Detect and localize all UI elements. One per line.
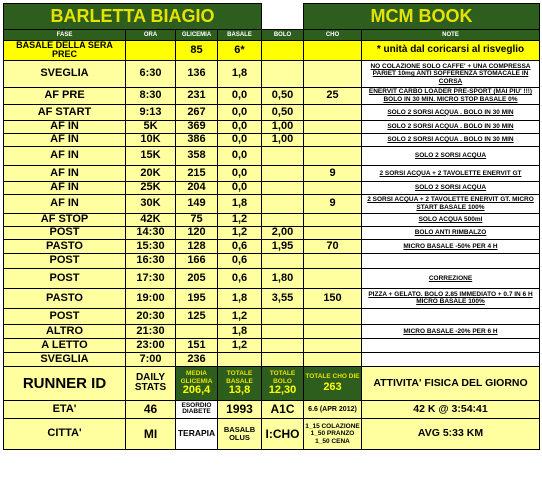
cell-cho — [304, 104, 362, 120]
esordio-value: 1993 — [218, 400, 262, 418]
note-line: SOLO 2 SORSI ACQUA . BOLO IN 30 MIN — [387, 123, 514, 131]
cell-basale: 1,8 — [218, 194, 262, 213]
cell-fase: A LETTO — [4, 338, 126, 352]
daily-stats-label: DAILY STATS — [126, 366, 176, 400]
cell-cho — [304, 268, 362, 288]
media-glicemia-label: MEDIA GLICEMIA — [180, 370, 213, 385]
note-line: MICRO BASALE 100% — [416, 298, 485, 306]
col-header-glicemia: GLICEMIA — [176, 30, 218, 41]
cell-ora: 19:00 — [126, 288, 176, 308]
col-header-ora: ORA — [126, 30, 176, 41]
cell-cho: 150 — [304, 288, 362, 308]
note-line: SOLO 2 SORSI ACQUA — [414, 152, 487, 160]
table-row — [4, 288, 540, 308]
cell-bolo: 1,95 — [262, 239, 304, 253]
col-header-cho: CHO — [304, 30, 362, 41]
totale-bolo-label: TOTALE BOLO — [269, 370, 296, 385]
cell-ora: 25K — [126, 181, 176, 194]
table-row — [4, 181, 540, 194]
cell-cho — [304, 253, 362, 268]
cell-ora: 15:30 — [126, 239, 176, 253]
cell-glicemia: 151 — [176, 338, 218, 352]
cell-ora: 21:30 — [126, 324, 176, 338]
cell-glicemia: 128 — [176, 239, 218, 253]
table-row — [4, 165, 540, 181]
icho-line: 1_50 CENA — [315, 437, 350, 445]
cell-ora: 20:30 — [126, 308, 176, 324]
table-row — [4, 239, 540, 253]
icho-label: I:CHO — [262, 418, 304, 449]
table-row — [4, 104, 540, 120]
table-row — [4, 133, 540, 146]
athlete-name-title: BARLETTA BIAGIO — [4, 4, 262, 30]
cell-basale: 1,2 — [218, 213, 262, 226]
cell-bolo: 1,00 — [262, 133, 304, 146]
cell-glicemia: 215 — [176, 165, 218, 181]
cell-ora: 7:00 — [126, 352, 176, 366]
cell-bolo — [262, 253, 304, 268]
citta-label: CITTA' — [4, 418, 126, 449]
cell-ora: 42K — [126, 213, 176, 226]
cell-glicemia: 236 — [176, 352, 218, 366]
cell-cho — [304, 133, 362, 146]
cell-basale: 1,2 — [218, 308, 262, 324]
note-line: MICRO BASALE -50% PER 4 H — [403, 242, 498, 250]
icho-values — [304, 418, 362, 449]
cell-cho — [304, 181, 362, 194]
cell-note — [362, 239, 540, 253]
title-gap — [262, 4, 304, 30]
cell-glicemia: 205 — [176, 268, 218, 288]
cell-glicemia: 369 — [176, 120, 218, 133]
cell-ora: 16:30 — [126, 253, 176, 268]
cell-glicemia: 267 — [176, 104, 218, 120]
cell-bolo — [262, 60, 304, 87]
totale-basale-label: TOTALE BASALE — [226, 370, 253, 385]
table-row — [4, 253, 540, 268]
cell-fase: PASTO — [4, 288, 126, 308]
cell-basale: 0,6 — [218, 239, 262, 253]
basale-sera-glicemia: 85 — [176, 41, 218, 61]
table-row — [4, 338, 540, 352]
cell-fase: AF IN — [4, 133, 126, 146]
cell-fase: SVEGLIA — [4, 60, 126, 87]
cell-fase: AF IN — [4, 120, 126, 133]
cell-bolo — [262, 308, 304, 324]
eta-value: 46 — [126, 400, 176, 418]
cell-note — [362, 226, 540, 239]
cell-bolo: 0,50 — [262, 87, 304, 104]
cell-glicemia: 231 — [176, 87, 218, 104]
cell-ora: 10K — [126, 133, 176, 146]
cell-glicemia — [176, 324, 218, 338]
cell-note — [362, 104, 540, 120]
col-header-note: NOTE — [362, 30, 540, 41]
basale-sera-label: BASALE DELLA SERA PREC — [4, 41, 126, 61]
totale-bolo-cell — [262, 366, 304, 400]
table-row — [4, 308, 540, 324]
cell-glicemia: 75 — [176, 213, 218, 226]
attivita-fisica-label: ATTIVITA' FISICA DEL GIORNO — [362, 366, 540, 400]
cell-ora: 9:13 — [126, 104, 176, 120]
cell-ora: 30K — [126, 194, 176, 213]
cell-note — [362, 352, 540, 366]
cell-bolo — [262, 352, 304, 366]
cell-basale: 0,0 — [218, 181, 262, 194]
totale-cho-cell — [304, 366, 362, 400]
cell-bolo — [262, 165, 304, 181]
cell-cho — [304, 213, 362, 226]
cell-cho — [304, 120, 362, 133]
cell-fase: AF IN — [4, 165, 126, 181]
cell-ora: 20K — [126, 165, 176, 181]
cell-fase: ALTRO — [4, 324, 126, 338]
cell-note — [362, 165, 540, 181]
icho-line: 1_50 PRANZO — [310, 430, 355, 438]
cell-ora: 23:00 — [126, 338, 176, 352]
cell-bolo: 1,00 — [262, 120, 304, 133]
note-line: BOLO IN 30 MIN. MICRO STOP BASALE 0% — [383, 95, 518, 103]
cell-basale: 1,2 — [218, 338, 262, 352]
cell-basale: 1,8 — [218, 60, 262, 87]
cell-note — [362, 308, 540, 324]
avg-pace: AVG 5:33 KM — [362, 418, 540, 449]
cell-ora: 17:30 — [126, 268, 176, 288]
cell-cho — [304, 226, 362, 239]
cell-glicemia: 125 — [176, 308, 218, 324]
note-line: ENERVIT CARBO LOADER PRE-SPORT (MAI PIU' !!!) — [368, 88, 533, 96]
cell-bolo — [262, 181, 304, 194]
cell-note — [362, 60, 540, 87]
note-line: PIZZA + GELATO. BOLO 2.85 IMMEDIATO + 0.7 IN 6 H — [368, 290, 533, 298]
note-line: MICRO BASALE -20% PER 6 H — [403, 327, 498, 335]
note-line: BOLO ANTI RIMBALZO — [414, 229, 487, 237]
cell-note — [362, 87, 540, 104]
cell-bolo: 0,50 — [262, 104, 304, 120]
note-line: CORREZIONE — [428, 274, 473, 282]
cell-bolo — [262, 194, 304, 213]
cell-basale — [218, 352, 262, 366]
table-row — [4, 194, 540, 213]
table-row — [4, 324, 540, 338]
a1c-value: 6.6 (APR 2012) — [304, 400, 362, 418]
basale-sera-bolo — [262, 41, 304, 61]
cell-ora: 5K — [126, 120, 176, 133]
col-header-fase: FASE — [4, 30, 126, 41]
cell-glicemia: 120 — [176, 226, 218, 239]
cell-fase: POST — [4, 268, 126, 288]
cell-bolo — [262, 324, 304, 338]
cell-fase: POST — [4, 253, 126, 268]
note-line: SOLO 2 SORSI ACQUA — [414, 184, 487, 192]
cell-cho: 25 — [304, 87, 362, 104]
note-line: SOLO 2 SORSI ACQUA . BOLO IN 30 MIN — [387, 136, 514, 144]
cell-cho: 9 — [304, 165, 362, 181]
table-row — [4, 213, 540, 226]
cell-fase: POST — [4, 308, 126, 324]
cell-cho — [304, 324, 362, 338]
note-line: 2 SORSI ACQUA + 2 TAVOLETTE ENERVIT GT. MICRO — [367, 196, 534, 204]
basale-sera-ora — [126, 41, 176, 61]
cell-cho: 9 — [304, 194, 362, 213]
cell-cho — [304, 60, 362, 87]
basale-sera-note: * unità dal coricarsi al risveglio — [362, 41, 540, 61]
cell-fase: AF IN — [4, 194, 126, 213]
note-line: SOLO 2 SORSI ACQUA . BOLO IN 30 MIN — [387, 108, 514, 116]
basale-sera-cho — [304, 41, 362, 61]
media-glicemia-value: 206,4 — [182, 383, 211, 396]
note-line: SOLO ACQUA 500ml — [418, 216, 483, 224]
col-header-bolo: BOLO — [262, 30, 304, 41]
totale-basale-value: 13,8 — [228, 383, 251, 396]
cell-bolo: 1,80 — [262, 268, 304, 288]
cell-note — [362, 213, 540, 226]
cell-glicemia: 386 — [176, 133, 218, 146]
cell-note — [362, 181, 540, 194]
cell-basale: 0,0 — [218, 146, 262, 165]
cell-ora: 15K — [126, 146, 176, 165]
cell-note — [362, 338, 540, 352]
cell-note — [362, 133, 540, 146]
totale-cho-value: 263 — [323, 380, 342, 393]
cell-glicemia: 204 — [176, 181, 218, 194]
table-row — [4, 146, 540, 165]
totale-basale-cell — [218, 366, 262, 400]
table-row — [4, 268, 540, 288]
cell-glicemia: 195 — [176, 288, 218, 308]
cell-ora: 8:30 — [126, 87, 176, 104]
cell-basale: 0,0 — [218, 120, 262, 133]
cell-cho — [304, 308, 362, 324]
table-row — [4, 60, 540, 87]
cell-bolo: 3,55 — [262, 288, 304, 308]
cell-basale: 0,0 — [218, 104, 262, 120]
cell-note — [362, 324, 540, 338]
cell-fase: POST — [4, 226, 126, 239]
table-row — [4, 87, 540, 104]
cell-basale: 0,0 — [218, 165, 262, 181]
table-row — [4, 120, 540, 133]
cell-fase: AF PRE — [4, 87, 126, 104]
cell-note — [362, 268, 540, 288]
cell-ora: 6:30 — [126, 60, 176, 87]
log-table — [3, 3, 540, 450]
cell-glicemia: 166 — [176, 253, 218, 268]
cell-basale: 1,8 — [218, 288, 262, 308]
result-distance: 42 K @ 3:54:41 — [362, 400, 540, 418]
cell-note — [362, 194, 540, 213]
cell-bolo — [262, 213, 304, 226]
cell-fase: SVEGLIA — [4, 352, 126, 366]
cell-cho — [304, 352, 362, 366]
esordio-label: ESORDIO DIABETE — [176, 400, 218, 418]
cell-glicemia: 149 — [176, 194, 218, 213]
cell-basale: 1,2 — [218, 226, 262, 239]
col-header-basale: BASALE — [218, 30, 262, 41]
totale-bolo-value: 12,30 — [268, 383, 297, 396]
cell-note — [362, 146, 540, 165]
cell-cho — [304, 146, 362, 165]
cell-fase: PASTO — [4, 239, 126, 253]
cell-basale: 1,8 — [218, 324, 262, 338]
cell-fase: AF START — [4, 104, 126, 120]
cell-glicemia: 136 — [176, 60, 218, 87]
note-line: START BASALE 100% — [416, 203, 485, 211]
icho-line: 1_15 COLAZIONE — [305, 422, 360, 430]
terapia-value: BASALBOLUS — [218, 418, 262, 449]
table-row — [4, 226, 540, 239]
media-glicemia-cell — [176, 366, 218, 400]
cell-basale: 0,6 — [218, 253, 262, 268]
cell-note — [362, 288, 540, 308]
cell-basale: 0,0 — [218, 133, 262, 146]
cell-bolo — [262, 146, 304, 165]
a1c-label: A1C — [262, 400, 304, 418]
eta-label: ETA' — [4, 400, 126, 418]
cell-basale: 0,0 — [218, 87, 262, 104]
terapia-label: TERAPIA — [176, 418, 218, 449]
cell-fase: AF IN — [4, 146, 126, 165]
citta-value: MI — [126, 418, 176, 449]
cell-ora: 14:30 — [126, 226, 176, 239]
basale-sera-basale: 6* — [218, 41, 262, 61]
note-line: PARIET 10mg ANTI SOFFERENZA STOMACALE IN CORSA — [372, 70, 529, 85]
cell-fase: AF IN — [4, 181, 126, 194]
table-row — [4, 352, 540, 366]
cell-glicemia: 358 — [176, 146, 218, 165]
note-line: 2 SORSI ACQUA + 2 TAVOLETTE ENERVIT GT — [379, 169, 522, 177]
book-title: MCM BOOK — [304, 4, 540, 30]
cell-bolo — [262, 338, 304, 352]
cell-note — [362, 120, 540, 133]
note-line: NO COLAZIONE SOLO CAFFE' + UNA COMPRESSA — [370, 62, 531, 70]
cell-cho: 70 — [304, 239, 362, 253]
log-rows — [4, 60, 540, 366]
cell-fase: AF STOP — [4, 213, 126, 226]
cell-note — [362, 253, 540, 268]
cell-cho — [304, 338, 362, 352]
totale-cho-label: TOTALE CHO DIE — [305, 373, 360, 381]
cell-basale: 0,6 — [218, 268, 262, 288]
runner-id-label: RUNNER ID — [4, 366, 126, 400]
cell-bolo: 2,00 — [262, 226, 304, 239]
